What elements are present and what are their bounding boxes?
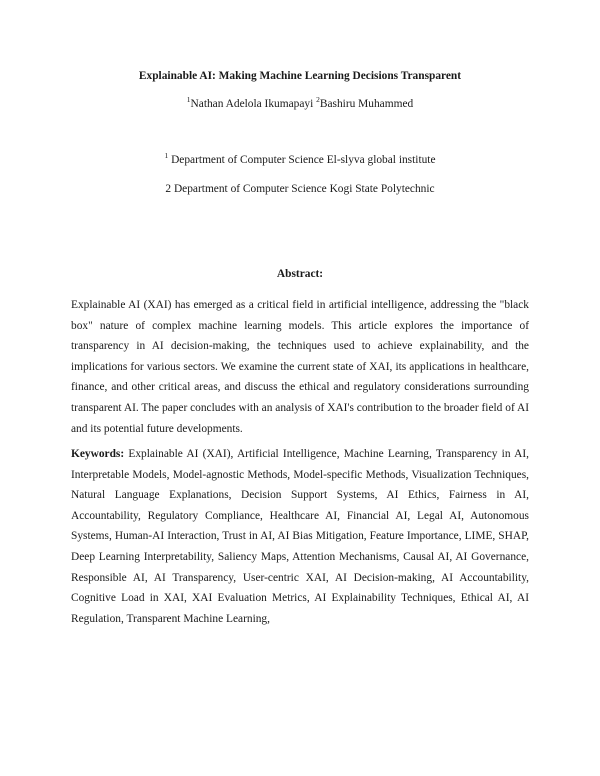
affiliation-2 — [0, 182, 600, 196]
keywords-list: Explainable AI (XAI), Artificial Intelligence, Machine Learning, Transparency in AI, Interpretable Models, Model-agnostic Methods, Model-specific Methods, Visualization Techniques, Natural Language Explanations, Decision Support Systems, AI Ethics, Fairness in AI, Accountability, Regulatory Compliance, Healthcare AI, Financial AI, Legal AI, Autonomous Systems, Human-AI Interaction, Trust in AI, AI Bias Mitigation, Feature Importance, LIME, SHAP, Deep Learning Interpretability, Saliency Maps, Attention Mechanisms, Causal AI, AI Governance, Responsible AI, AI Transparency, User-centric XAI, AI Decision-making, AI Accountability, Cognitive Load in XAI, XAI Evaluation Metrics, AI Explainability Techniques, Ethical AI, AI Regulation, Transparent Machine Learning, — [71, 448, 530, 625]
paper-title: Explainable AI: Making Machine Learning Decisions Transparent — [138, 70, 462, 82]
affiliation-2-number: 2 — [165, 183, 172, 195]
keywords-paragraph — [71, 444, 529, 629]
affiliation-2-text: Department of Computer Science Kogi State Polytechnic — [173, 183, 435, 195]
author-1-name: Nathan Adelola Ikumapayi — [190, 98, 314, 110]
affiliation-1-text: Department of Computer Science El-slyva global institute — [171, 154, 436, 166]
abstract-text: Explainable AI (XAI) has emerged as a critical field in artificial intelligence, addressing the "black box" nature of complex machine learning models. This article explores the importance of transparency in AI decision-making, the techniques used to achieve explainability, and the implications for various sectors. We examine the current state of XAI, its applications in healthcare, finance, and other critical areas, and discuss the ethical and regulatory considerations surrounding transparent AI. The paper concludes with an analysis of XAI's contribution to the broader field of AI and its potential future developments. — [71, 299, 529, 435]
keywords-label: Keywords: — [71, 448, 125, 460]
author-line — [0, 97, 600, 111]
affiliation-1-superscript: 1 — [164, 151, 169, 161]
affiliation-1 — [0, 153, 600, 167]
author-1-superscript: 1 — [186, 95, 191, 105]
author-2-superscript: 2 — [316, 95, 320, 105]
author-2-name: Bashiru Muhammed — [319, 98, 414, 110]
abstract-heading: Abstract: — [276, 268, 324, 280]
